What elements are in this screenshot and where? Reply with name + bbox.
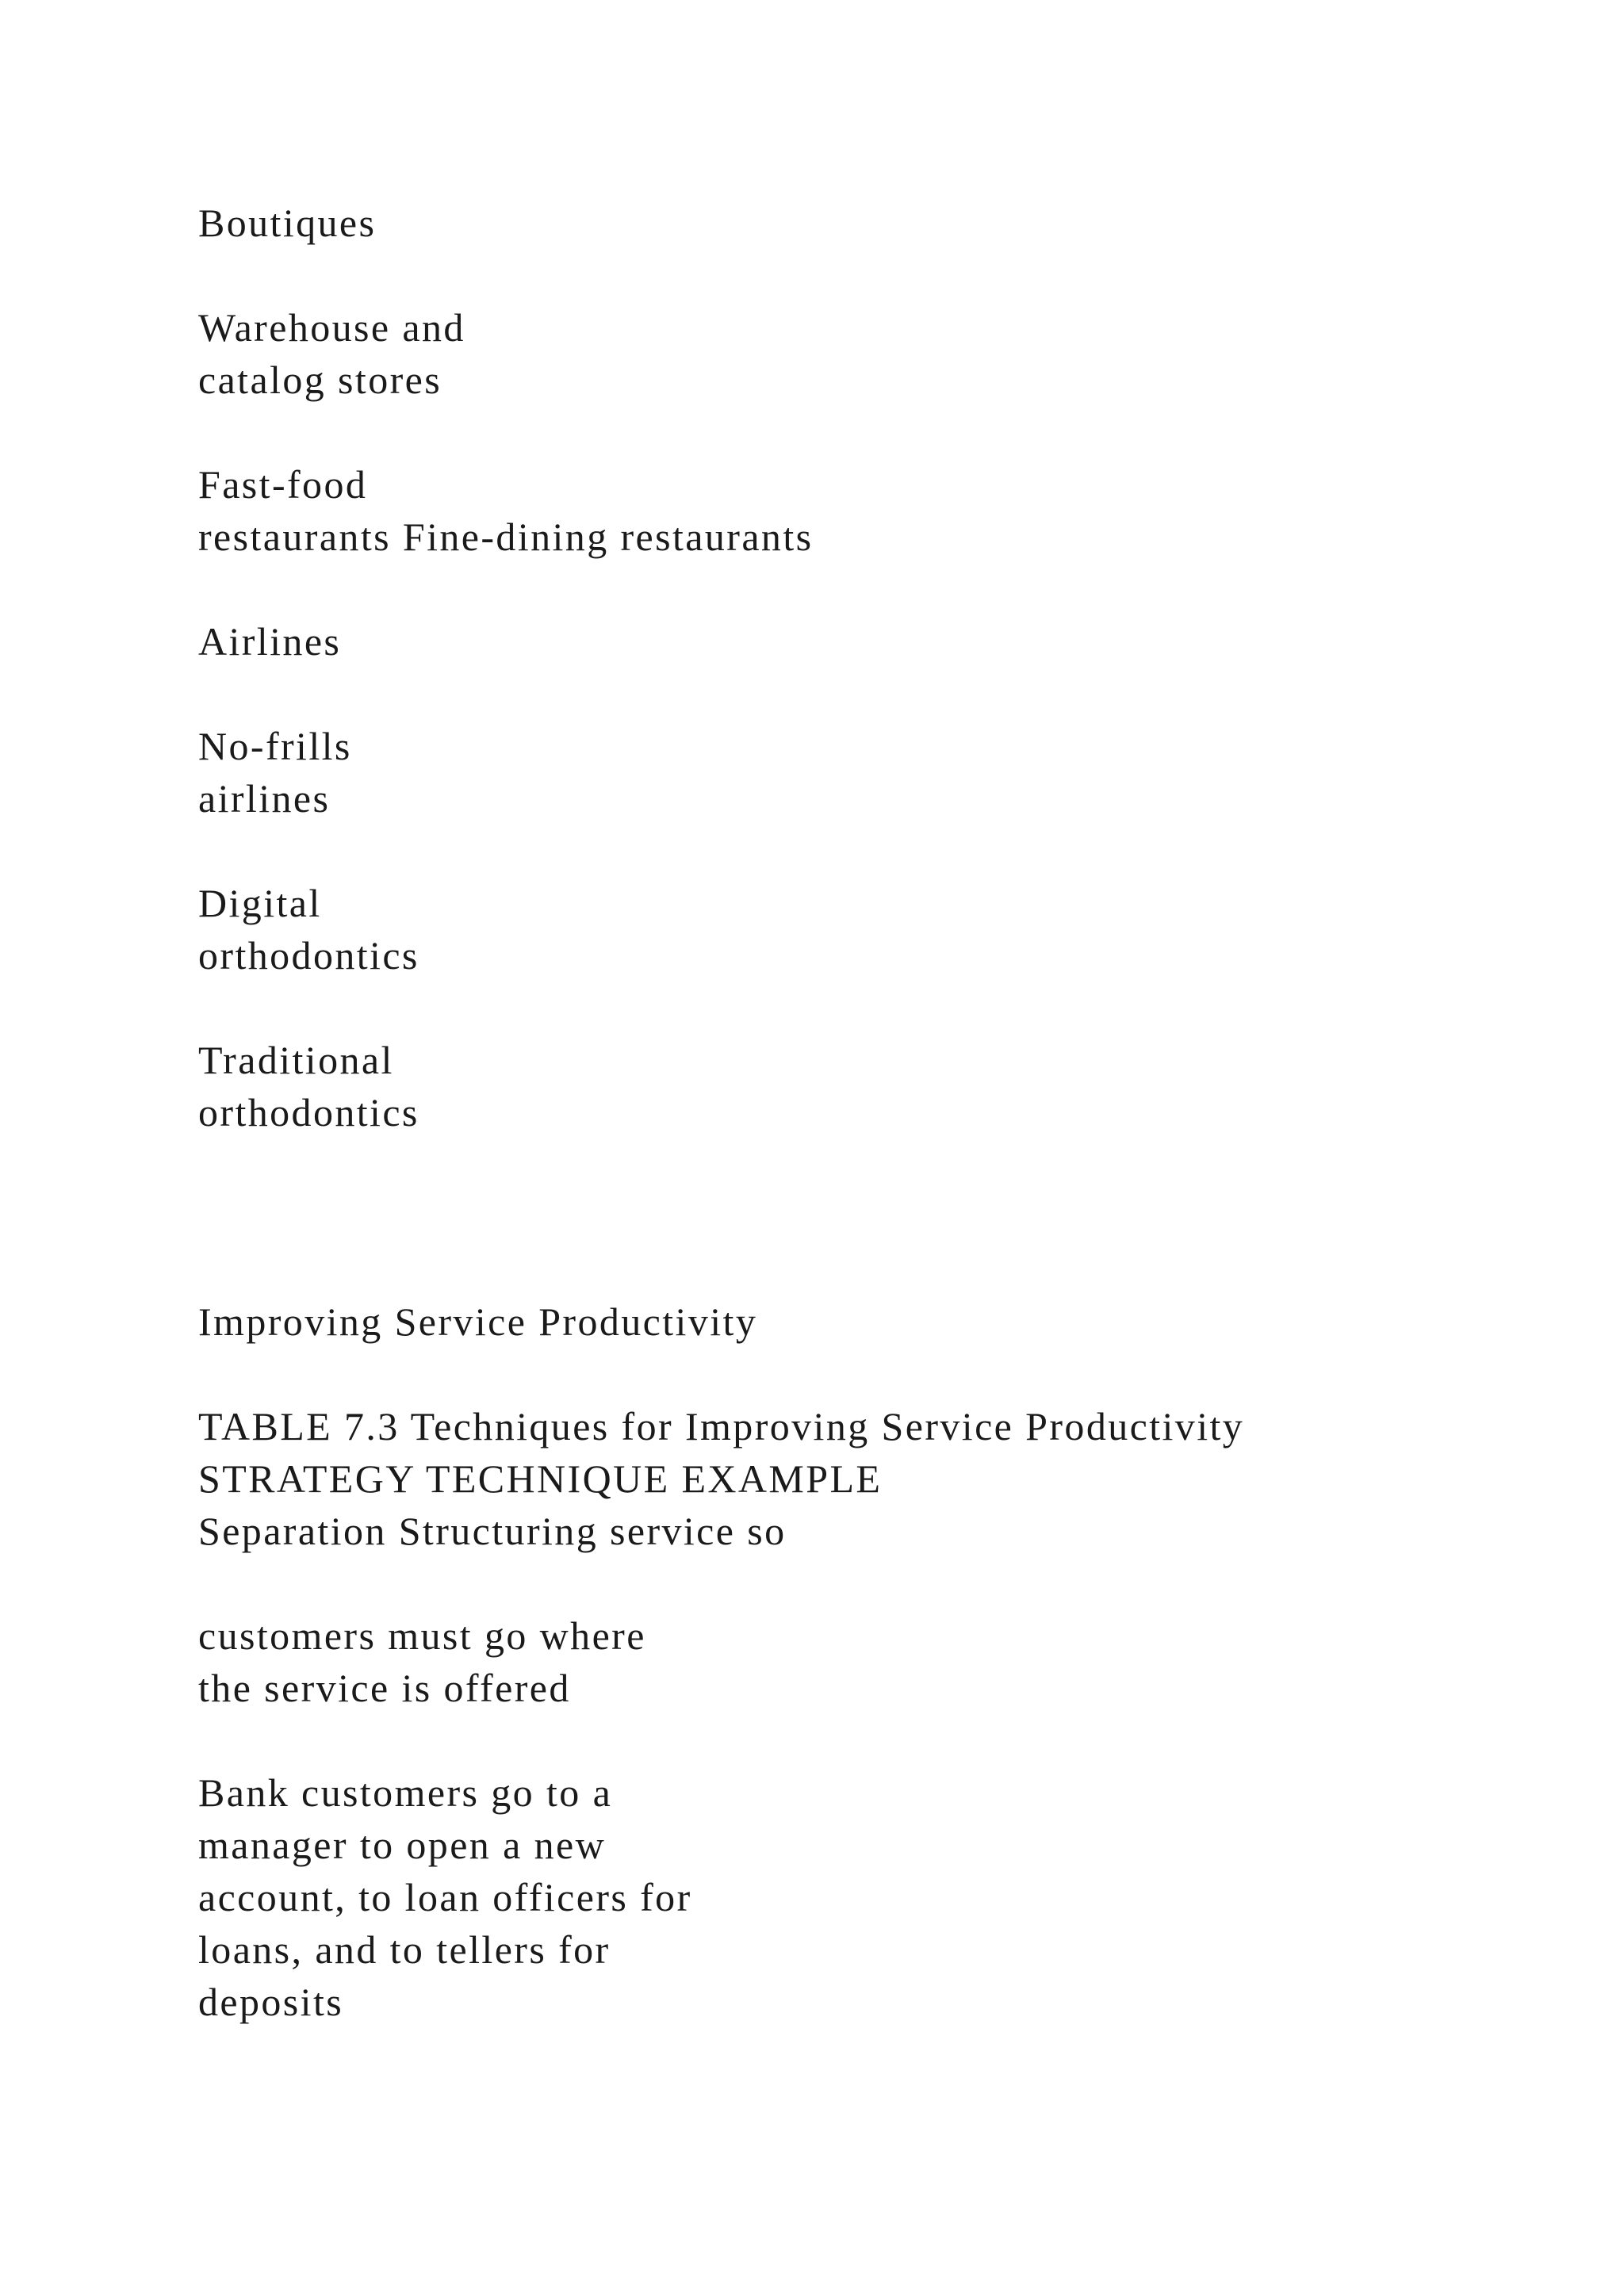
table-title: TABLE 7.3 Techniques for Improving Service Productivity <box>198 1404 1245 1448</box>
text-line: orthodontics <box>198 933 419 978</box>
text-line: airlines <box>198 776 331 821</box>
table-header: STRATEGY TECHNIQUE EXAMPLE <box>198 1456 883 1501</box>
text-line: restaurants Fine-dining restaurants <box>198 515 814 559</box>
text-line: manager to open a new <box>198 1823 607 1867</box>
text-line: Airlines <box>198 619 342 664</box>
text-line: account, to loan officers for <box>198 1875 692 1919</box>
text-line: catalog stores <box>198 358 442 402</box>
text-line: customers must go where <box>198 1613 646 1658</box>
text-line: Boutiques <box>198 201 377 245</box>
text-line: orthodontics <box>198 1090 419 1135</box>
text-line: Fast-food <box>198 462 368 507</box>
text-line: deposits <box>198 1980 344 2024</box>
text-line: Traditional <box>198 1038 394 1082</box>
text-line: Separation Structuring service so <box>198 1509 787 1553</box>
text-line: No-frills <box>198 724 352 768</box>
text-line: the service is offered <box>198 1666 571 1710</box>
section-heading: Improving Service Productivity <box>198 1299 758 1344</box>
text-line: Warehouse and <box>198 305 465 350</box>
text-line: Bank customers go to a <box>198 1770 613 1815</box>
text-line: Digital <box>198 881 322 925</box>
text-line: loans, and to tellers for <box>198 1927 611 1972</box>
